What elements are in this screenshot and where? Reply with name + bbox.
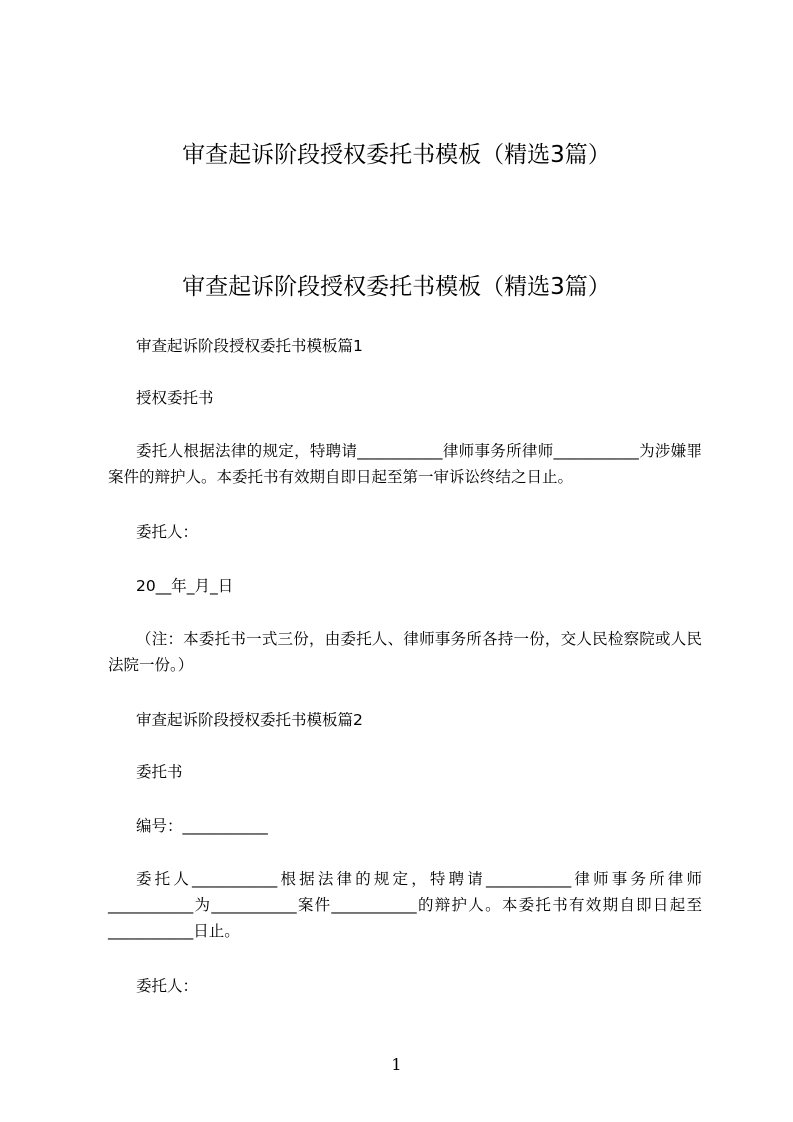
section1-principal-label: 委托人： (136, 523, 199, 541)
section2-number-line: 编号：___________ (136, 817, 268, 835)
section2-subtitle: 委托书 (136, 763, 183, 781)
main-title: 审查起诉阶段授权委托书模板（精选3篇） (182, 274, 611, 300)
page-number: 1 (391, 1055, 402, 1074)
section2-heading: 审查起诉阶段授权委托书模板篇2 (136, 711, 363, 729)
section1-body: 委托人根据法律的规定，特聘请___________律师事务所律师___________为涉嫌罪案件的辩护人。本委托书有效期自即日起至第一审诉讼终结之日止。 (108, 442, 702, 486)
section1-date-line: 20__年_月_日 (136, 577, 234, 595)
section1-subtitle: 授权委托书 (136, 389, 214, 407)
section2-principal-label: 委托人： (136, 977, 199, 995)
section2-body: 委托人___________根据法律的规定，特聘请___________律师事务所律师___________为___________案件___________的辩护人。本委托书有效期自即日起至___________日止。 (108, 870, 702, 940)
header-title: 审查起诉阶段授权委托书模板（精选3篇） (182, 142, 611, 168)
section1-heading: 审查起诉阶段授权委托书模板篇1 (136, 337, 363, 355)
section1-note: （注：本委托书一式三份，由委托人、律师事务所各持一份，交人民检察院或人民法院一份。） (108, 630, 702, 674)
